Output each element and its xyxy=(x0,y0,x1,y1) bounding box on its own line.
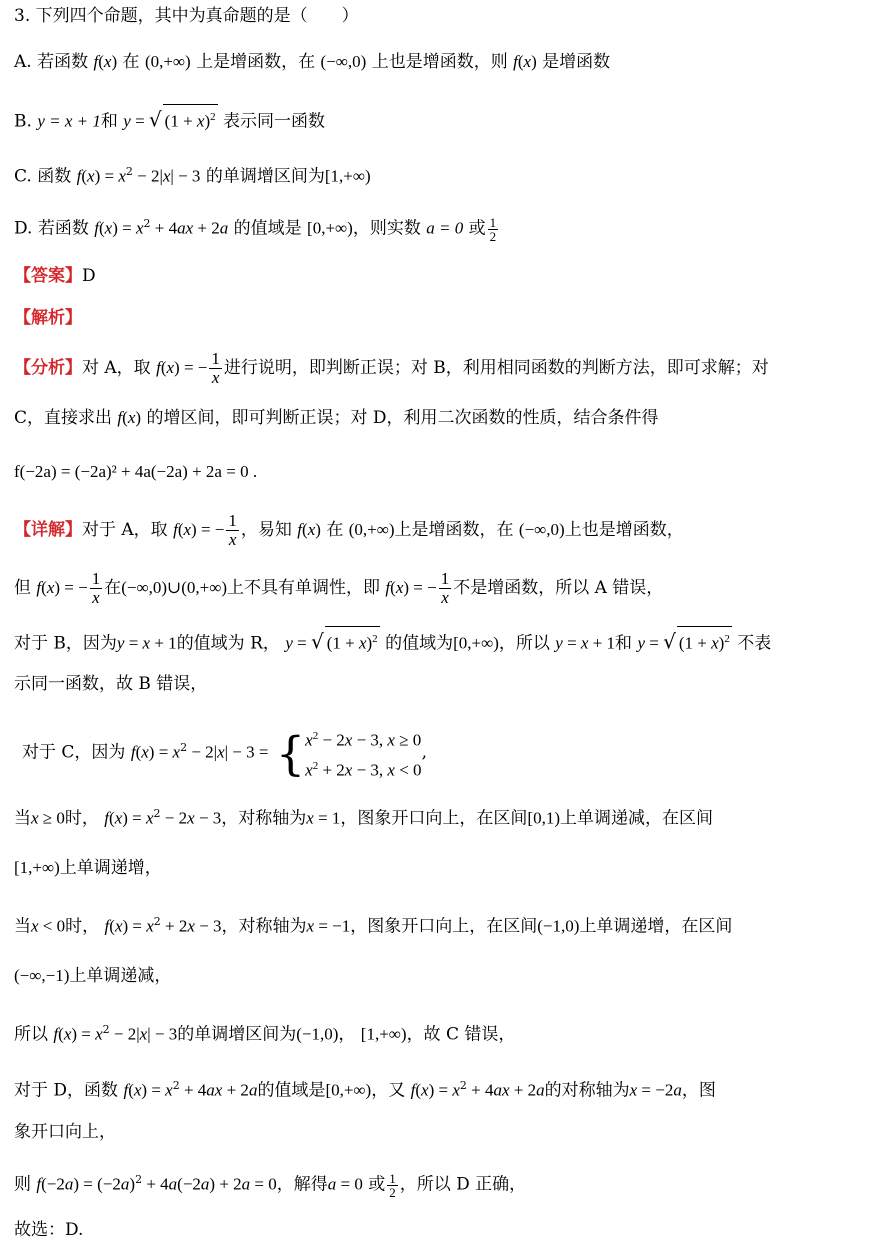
detail-b-2: 示同一函数，故 B 错误， xyxy=(14,674,208,694)
option-c: C. 函数 $f(x) = x^2 - 2|x| - 3$ 的单调增区间为[1,+∞) xyxy=(14,165,371,187)
detail-c-2: 当x ≥ 0时， $f(x) = x^2 - 2x - 3$，对称轴为x = 1，图象开口向上，在区间[0,1)上单调递减，在区间 xyxy=(14,807,713,829)
answer: 【答案】D xyxy=(14,266,96,286)
option-d: D. 若函数 $f(x) = x^2 + 4ax + 2a$ 的值域是 [0,+∞)，则实数 a = 0 或 $\frac{1}{2}$ xyxy=(14,214,497,244)
detail-d-3: 则 $f(-2a) = (-2a)^2 + 4a(-2a) + 2a = 0$，解得a = 0 或 $\frac{1}{2}$ ，所以 D 正确， xyxy=(14,1170,527,1200)
piecewise: { $x^2 - 2x - 3$, x ≥ 0 $x^2 + 2x - 3$, x < 0 xyxy=(275,726,422,781)
option-a: A. 若函数 f(x) 在 (0,+∞) 上是增函数，在 (−∞,0) 上也是增函数，则 f(x) 是增函数 xyxy=(14,52,611,72)
detail-c-5: (−∞,−1)上单调递减， xyxy=(14,966,172,986)
option-b: B. y = x + 1和 y = √ $(1 + x)^2$ 表示同一函数 xyxy=(14,104,325,134)
analysis-line-1: 【分析】对 A，取 f(x) = − $\frac{1}{x}$ 进行说明，即判断正误；对 B，利用相同函数的判断方法，即可求解；对 xyxy=(14,349,769,387)
analysis-line-3: f(−2a) = (−2a)² + 4a(−2a) + 2a = 0 . xyxy=(14,462,258,481)
detail-d-2: 象开口向上， xyxy=(14,1122,116,1142)
detail-c-3: [1,+∞)上单调递增， xyxy=(14,858,162,878)
detail-b-1: 对于 B，因为y = x + 1的值域为 R， y = √ $(1 + x)^2$ 的值域为[0,+∞)，所以 y = x + 1和 y = √ $(1 + x)^2$ 不表 xyxy=(14,626,771,656)
analysis-line-2: C，直接求出 f(x) 的增区间，即可判断正误；对 D，利用二次函数的性质，结合条件得 xyxy=(14,408,659,428)
detail-c-6: 所以 $f(x) = x^2 - 2|x| - 3$的单调增区间为(−1,0)， [1,+∞)，故 C 错误， xyxy=(14,1023,516,1045)
question-stem: 3. 下列四个命题，其中为真命题的是（ ） xyxy=(14,6,359,26)
detail-d-1: 对于 D，函数 $f(x) = x^2 + 4ax + 2a$的值域是[0,+∞)，又 $f(x) = x^2 + 4ax + 2a$的对称轴为x = −2a，图 xyxy=(14,1079,716,1101)
detail-a-2: 但 f(x) = − $\frac{1}{x}$ 在(−∞,0)∪(0,+∞)上不具有单调性，即 f(x) = − $\frac{1}{x}$ 不是增函数，所以 A 错误， xyxy=(14,569,664,607)
detail-end: 故选：D. xyxy=(14,1220,84,1240)
detail-c-1: 对于 C，因为 $f(x) = x^2 - 2|x| - 3$ = { $x^2 - 2x - 3$, x ≥ 0 $x^2 + 2x - 3$, x < 0 , xyxy=(22,722,427,784)
detail-a-1: 【详解】对于 A，取 f(x) = − $\frac{1}{x}$ ，易知 f(x) 在 (0,+∞)上是增函数，在 (−∞,0)上也是增函数， xyxy=(14,511,684,549)
detail-c-4: 当x < 0时， $f(x) = x^2 + 2x - 3$，对称轴为x = −1，图象开口向上，在区间(−1,0)上单调递增，在区间 xyxy=(14,915,733,937)
analysis-tag: 【解析】 xyxy=(14,308,82,328)
